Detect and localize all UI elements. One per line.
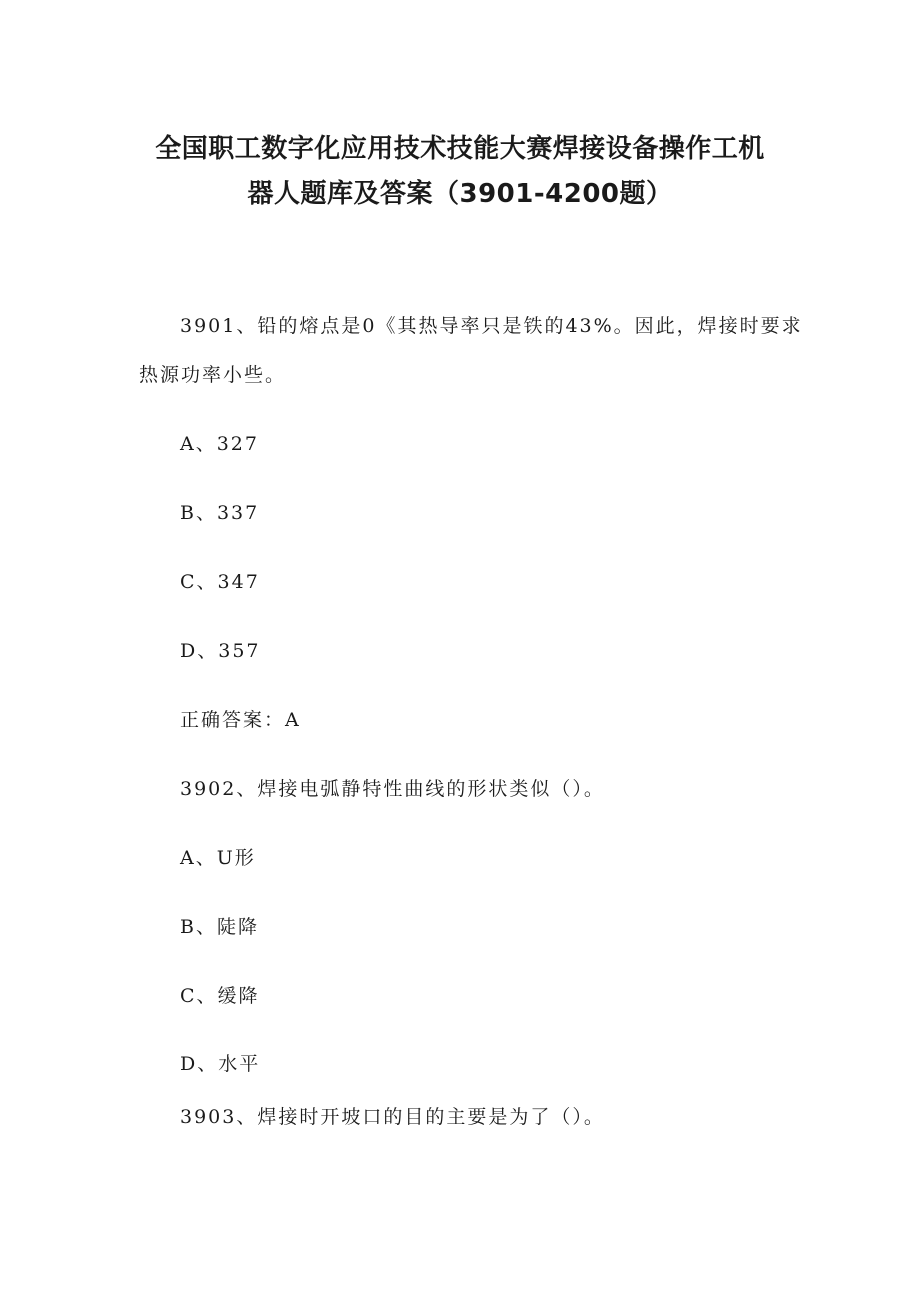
question-3901-option-b: B、337 bbox=[180, 502, 260, 524]
question-3901-answer: 正确答案：A bbox=[180, 709, 301, 731]
document-title-line-1: 全国职工数字化应用技术技能大赛焊接设备操作工机 bbox=[155, 134, 765, 164]
question-3901-stem-line-1: 3901、铅的熔点是0《其热导率只是铁的43%。因此，焊接时要求 bbox=[180, 315, 803, 337]
question-3902-option-b: B、陡降 bbox=[180, 916, 259, 938]
question-3901-option-c: C、347 bbox=[180, 571, 260, 593]
question-3901-option-d: D、357 bbox=[180, 640, 261, 662]
question-3902-stem: 3902、焊接电弧静特性曲线的形状类似（）。 bbox=[180, 778, 605, 800]
question-3901-stem-line-2: 热源功率小些。 bbox=[139, 364, 287, 386]
question-3902-option-c: C、缓降 bbox=[180, 985, 260, 1007]
question-3902-option-d: D、水平 bbox=[180, 1053, 261, 1075]
question-3903-stem: 3903、焊接时开坡口的目的主要是为了（）。 bbox=[180, 1106, 605, 1128]
document-title-line-2: 器人题库及答案（3901-4200题） bbox=[247, 179, 673, 209]
question-3901-option-a: A、327 bbox=[180, 433, 259, 455]
question-3902-option-a: A、U形 bbox=[180, 847, 256, 869]
